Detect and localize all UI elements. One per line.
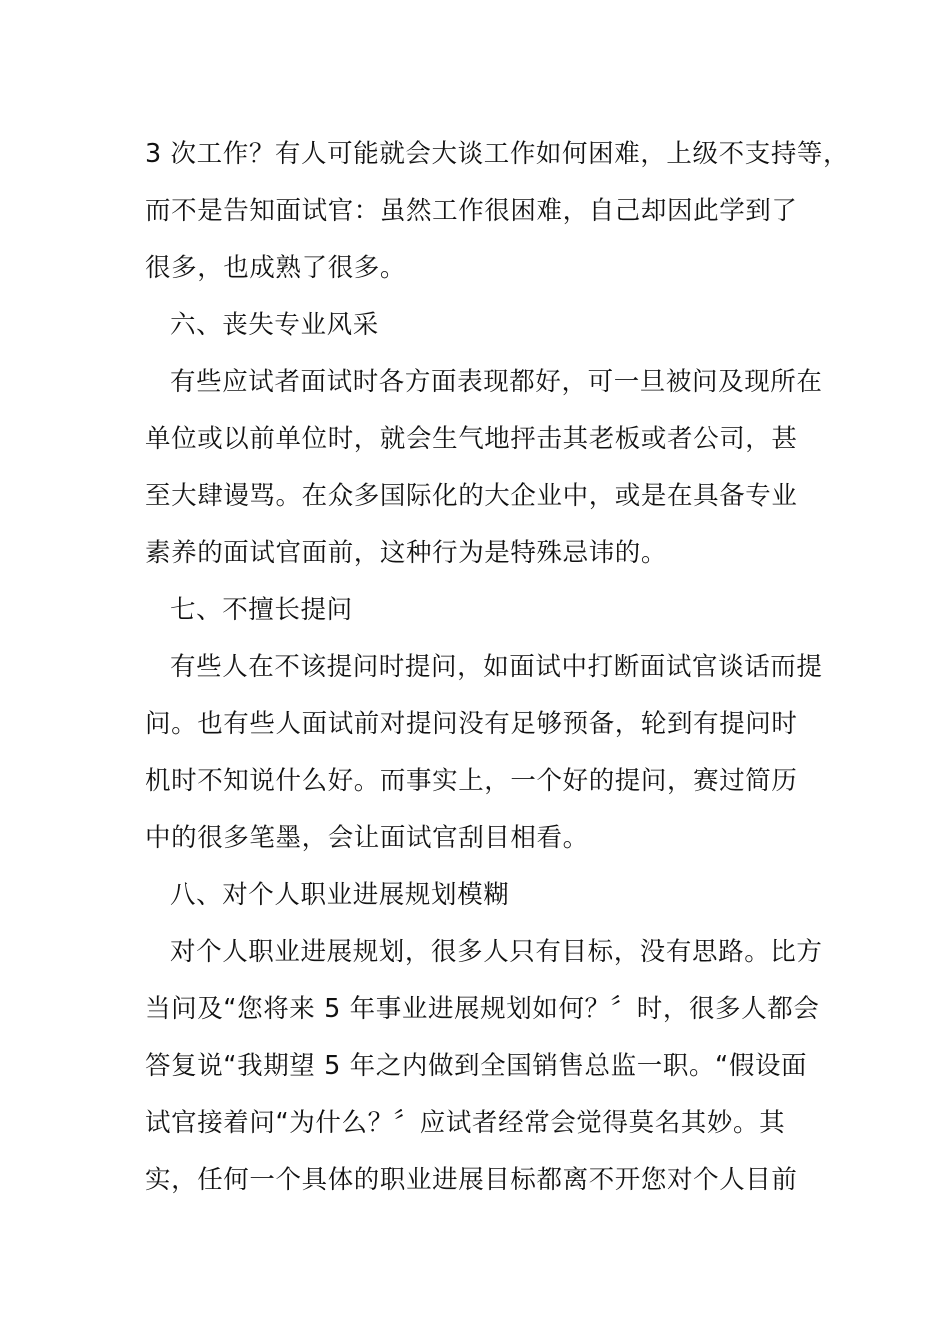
paragraph-line: 有些人在不该提问时提问，如面试中打断面试官谈话而提 xyxy=(170,652,823,682)
section-heading-6: 六、丧失专业风采 xyxy=(170,310,379,340)
paragraph-line: 很多，也成熟了很多。 xyxy=(145,253,407,283)
paragraph-line: 答复说“我期望 5 年之内做到全国销售总监一职。“假设面 xyxy=(145,1051,808,1081)
paragraph-line: 实，任何一个具体的职业进展目标都离不开您对个人目前 xyxy=(145,1165,798,1195)
paragraph-line: 而不是告知面试官：虽然工作很困难，自己却因此学到了 xyxy=(145,196,798,226)
paragraph-line: 至大肆谩骂。在众多国际化的大企业中，或是在具备专业 xyxy=(145,481,798,511)
paragraph-line: 机时不知说什么好。而事实上，一个好的提问，赛过简历 xyxy=(145,766,798,796)
paragraph-line: 问。也有些人面试前对提问没有足够预备，轮到有提问时 xyxy=(145,709,798,739)
paragraph-line: 当问及“您将来 5 年事业进展规划如何？〞时，很多人都会 xyxy=(145,994,820,1024)
paragraph-line: 素养的面试官面前，这种行为是特殊忌讳的。 xyxy=(145,538,668,568)
paragraph-line: 有些应试者面试时各方面表现都好，可一旦被问及现所在 xyxy=(170,367,823,397)
paragraph-line: 中的很多笔墨，会让面试官刮目相看。 xyxy=(145,823,589,853)
document-body xyxy=(145,126,850,1209)
paragraph-line: 3 次工作？有人可能就会大谈工作如何困难，上级不支持等， xyxy=(145,139,850,169)
section-heading-7: 七、不擅长提问 xyxy=(170,595,353,625)
paragraph-line: 单位或以前单位时，就会生气地抨击其老板或者公司，甚 xyxy=(145,424,798,454)
paragraph-line: 试官接着问“为什么？〞应试者经常会觉得莫名其妙。其 xyxy=(145,1108,786,1138)
section-heading-8: 八、对个人职业进展规划模糊 xyxy=(170,880,510,910)
paragraph-line: 对个人职业进展规划，很多人只有目标，没有思路。比方 xyxy=(170,937,823,967)
